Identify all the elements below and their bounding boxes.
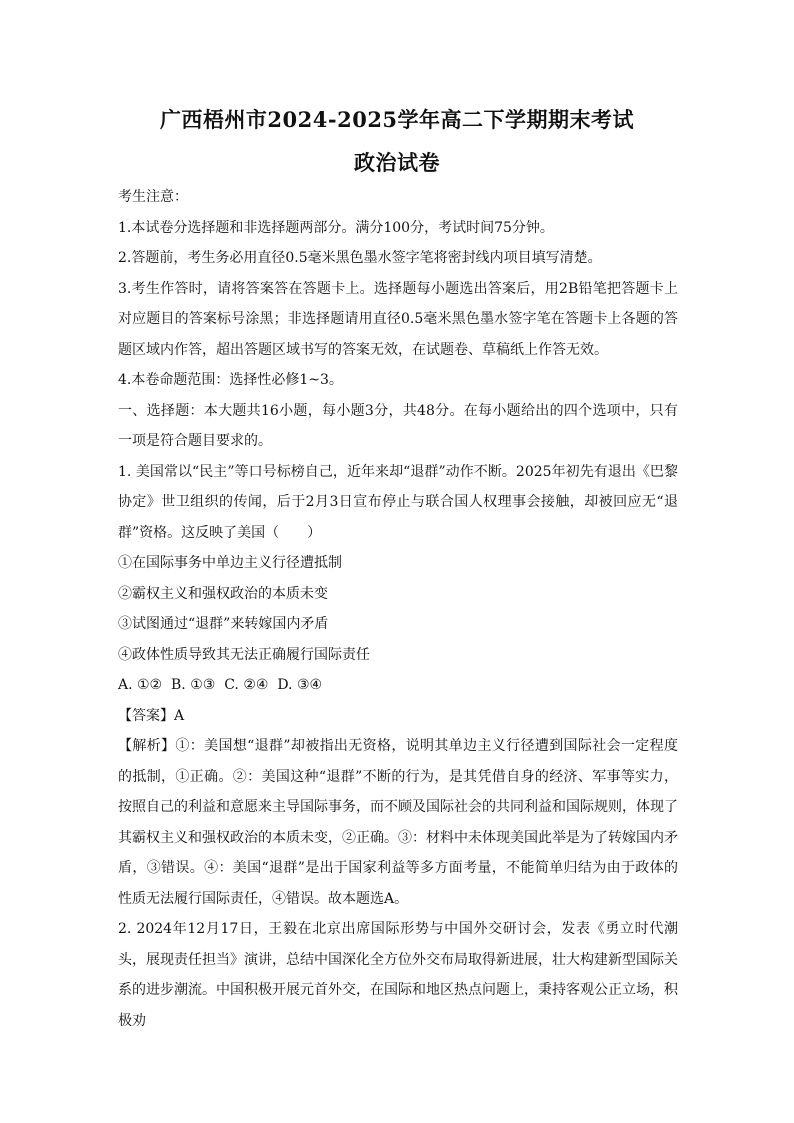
notice-item: 4.本卷命题范围：选择性必修1~3。	[118, 372, 343, 388]
answer-label: 【答案】A	[118, 707, 185, 724]
page-subtitle: 政治试卷	[354, 150, 440, 175]
notice-item: 1.本试卷分选择题和非选择题两部分。满分100分，考试时间75分钟。	[118, 219, 554, 236]
question-option: ①在国际事务中单边主义行径遭抵制	[118, 555, 342, 571]
notice-item: 3.考生作答时，请将答案答在答题卡上。选择题每小题选出答案后，用2B铅笔把答题卡上对应题目的答案标号涂黑；非选择题请用直径0.5毫米黑色墨水签字笔在答题卡上各题的答题区域内作答，超出答题区域书写的答案无效，在试题卷、草稿纸上作答无效。	[118, 280, 678, 358]
question-option: ③试图通过“退群”来转嫁国内矛盾	[118, 616, 329, 632]
answer-choices: A. ①② B. ①③ C. ②④ D. ③④	[118, 677, 323, 693]
question-option: ④政体性质导致其无法正确履行国际责任	[118, 646, 370, 663]
question-stem: 1. 美国常以“民主”等口号标榜自己，近年来却“退群”动作不断。2025年初先有退出《巴黎协定》世卫组织的传闻，后于2月3日宣布停止与联合国人权理事会接触，却被回应无“退群”资格。这反映了美国（ ）	[118, 463, 678, 541]
notice-item: 2.答题前，考生务必用直径0.5毫米黑色墨水签字笔将密封线内项目填写清楚。	[118, 250, 602, 266]
section-heading: 一、选择题：本大题共16小题，每小题3分，共48分。在每小题给出的四个选项中，只有一项是符合题目要求的。	[118, 402, 678, 449]
document-body	[118, 182, 678, 1036]
question-stem: 2. 2024年12月17日，王毅在北京出席国际形势与中国外交研讨会，发表《勇立时代潮头，展现责任担当》演讲，总结中国深化全方位外交布局取得新进展，壮大构建新型国际关系的进步潮流。中国积极开展元首外交，在国际和地区热点问题上，秉持客观公正立场，积极劝	[118, 921, 678, 1029]
analysis-text: 【解析】①：美国想“退群”却被指出无资格，说明其单边主义行径遭到国际社会一定程度的抵制，①正确。②：美国这种“退群”不断的行为，是其凭借自身的经济、军事等实力，按照自己的利益和意愿来主导国际事务，而不顾及国际社会的共同利益和国际规则，体现了其霸权主义和强权政治的本质未变，②正确。③：材料中未体现美国此举是为了转嫁国内矛盾，③错误。④：美国“退群”是出于国家利益等多方面考量，不能简单归结为由于政体的性质无法履行国际责任，④错误。故本题选A。	[118, 738, 678, 907]
page-title: 广西梧州市2024-2025学年高二下学期期末考试	[159, 107, 635, 132]
notice-heading: 考生注意：	[118, 189, 188, 205]
question-option: ②霸权主义和强权政治的本质未变	[118, 585, 328, 602]
